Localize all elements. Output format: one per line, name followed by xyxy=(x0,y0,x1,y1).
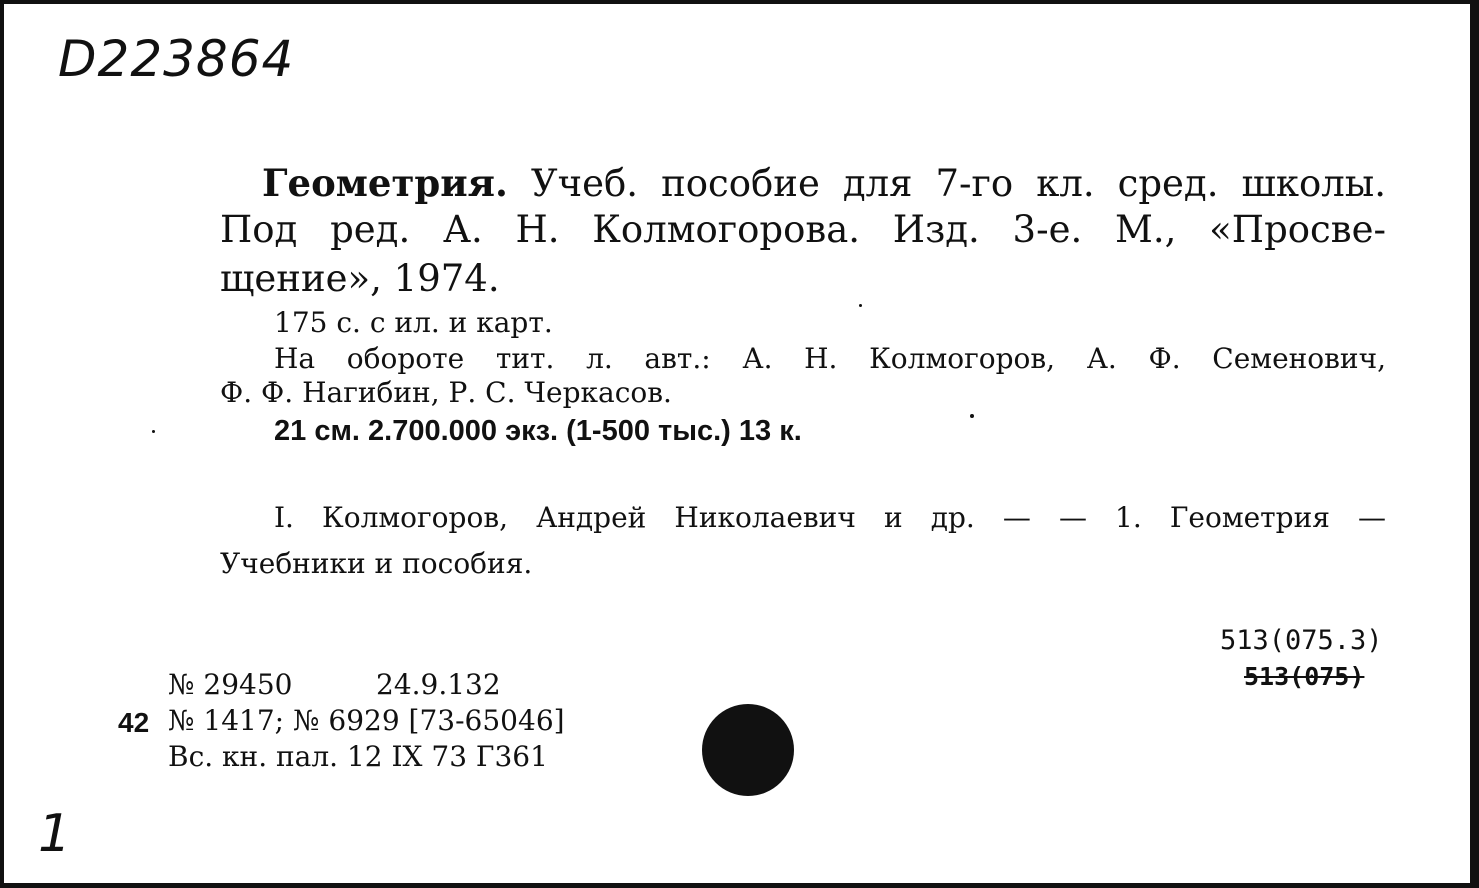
authors-line-1: На обороте тит. л. авт.: А. Н. Колмогоров, А. Ф. Семенович, xyxy=(274,342,1386,375)
title-line-1-rest: Учеб. пособие для 7-го кл. сред. школы. xyxy=(530,162,1386,205)
title-bold: Геометрия. xyxy=(262,161,508,205)
udc-old: 513(075) xyxy=(1244,662,1365,691)
title-line-2: Под ред. А. Н. Колмогорова. Изд. 3-е. М., «Просве- xyxy=(220,208,1386,251)
title-line-1 xyxy=(262,162,1386,205)
chamber-line: Вс. кн. пал. 12 IX 73 Г361 xyxy=(168,740,548,773)
handwritten-mark: 1 xyxy=(38,804,72,864)
record-number: № 29450 xyxy=(168,668,293,701)
punch-hole xyxy=(702,704,794,796)
speck-dot xyxy=(859,304,862,307)
title-line-3: щение», 1974. xyxy=(220,257,500,300)
numbers-line: № 1417; № 6929 [73-65046] xyxy=(168,704,565,737)
prefix-42: 42 xyxy=(118,707,150,738)
authors-line-2: Ф. Ф. Нагибин, Р. С. Черкасов. xyxy=(220,376,672,409)
udc-current: 513(075.3) xyxy=(1220,625,1383,656)
record-code: 24.9.132 xyxy=(376,668,501,701)
pages-info: 175 с. с ил. и карт. xyxy=(274,306,553,339)
subject-line-2: Учебники и пособия. xyxy=(220,547,533,580)
speck-dot xyxy=(970,414,974,418)
accession-number: D223864 xyxy=(58,30,295,88)
print-info: 21 см. 2.700.000 экз. (1-500 тыс.) 13 к. xyxy=(274,415,802,447)
subject-line-1: I. Колмогоров, Андрей Николаевич и др. — — 1. Геометрия — xyxy=(274,501,1386,534)
speck-dot xyxy=(152,430,155,433)
